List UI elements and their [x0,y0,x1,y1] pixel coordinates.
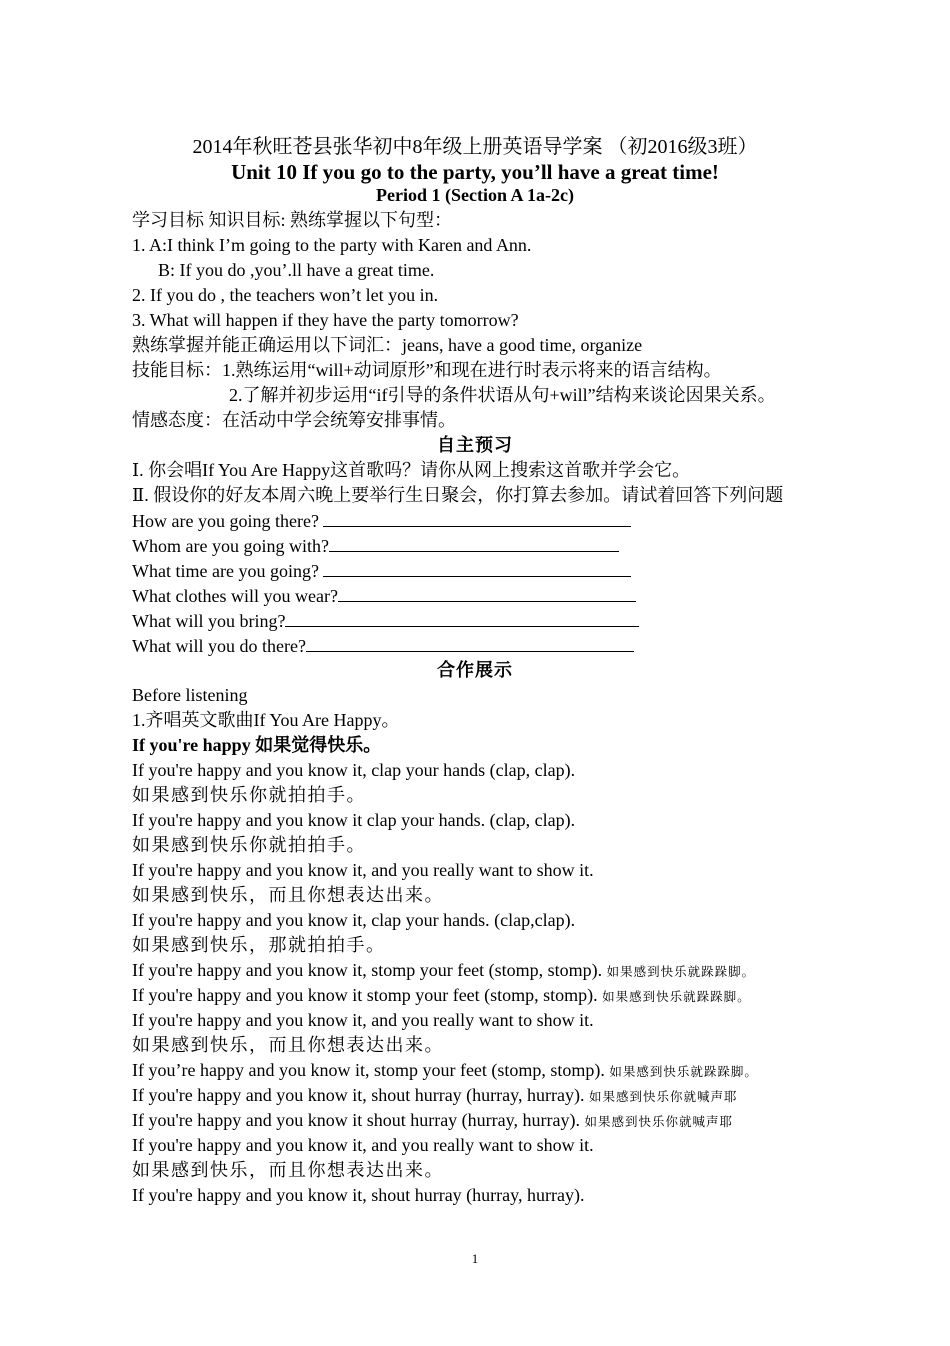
sentence-3: 3. What will happen if they have the party tomorrow? [132,310,519,330]
objective-emotion: 情感态度：在活动中学会统筹安排事情。 [132,410,456,430]
lyric-translation: 如果感到快乐，而且你想表达出来。 [132,1160,444,1180]
answer-blank[interactable] [285,608,639,627]
page-title: 2014年秋旺苍县张华初中8年级上册英语导学案 （初2016级3班） [192,136,758,158]
question-text: What clothes will you wear? [132,586,338,606]
question-text: How are you going there? [132,511,324,531]
lyric-line-with-note [132,1058,758,1085]
lyric-translation: 如果感到快乐，而且你想表达出来。 [132,885,444,905]
preview-question-1: Ⅰ. 你会唱If You Are Happy这首歌吗？请你从网上搜索这首歌并学会它。 [132,460,691,480]
lyric-line-with-note [132,1108,733,1135]
answer-blank[interactable] [323,558,631,577]
lyric-line: If you're happy and you know it, and you really want to show it. [132,1135,594,1155]
lyric-translation: 如果感到快乐你就拍拍手。 [132,835,366,855]
lyric-line-with-note [132,983,751,1010]
lyric-translation: 如果感到快乐，那就拍拍手。 [132,935,386,955]
question-line [132,633,634,659]
lyric-text: If you’re happy and you know it, stomp your feet (stomp, stomp). [132,1060,610,1080]
question-text: What will you do there? [132,636,306,656]
sentence-1a: 1. A:I think I’m going to the party with Karen and Ann. [132,235,532,255]
answer-blank[interactable] [323,508,631,527]
section-heading-cooperation: 合作展示 [437,660,513,680]
question-line [132,508,631,534]
objective-vocabulary: 熟练掌握并能正确运用以下词汇：jeans, have a good time, organize [132,335,643,355]
preview-question-2: Ⅱ. 假设你的好友本周六晚上要举行生日聚会，你打算去参加。请试着回答下列问题 [132,485,784,505]
lyric-translation: 如果感到快乐，而且你想表达出来。 [132,1035,444,1055]
question-text: What time are you going? [132,561,324,581]
song-title: If you're happy 如果觉得快乐。 [132,735,382,755]
lyric-note: 如果感到快乐就跺跺脚。 [606,965,756,979]
question-line [132,533,619,559]
objective-skill-1: 技能目标：1.熟练运用“will+动词原形”和现在进行时表示将来的语言结构。 [132,360,722,380]
unit-title: Unit 10 If you go to the party, you’ll have a great time! [231,160,719,184]
lyric-line: If you're happy and you know it, and you really want to show it. [132,1010,594,1030]
before-listening: Before listening [132,685,248,705]
objective-knowledge: 学习目标 知识目标: 熟练掌握以下句型： [132,210,452,230]
question-line [132,558,631,584]
lyric-text: If you're happy and you know it stomp your feet (stomp, stomp). [132,985,598,1005]
section-heading-preview: 自主预习 [437,435,513,455]
question-line [132,608,639,634]
lyric-text: If you're happy and you know it shout hurray (hurray, hurray). [132,1110,585,1130]
lyric-line-with-note [132,1083,737,1110]
lyric-line: If you're happy and you know it, shout hurray (hurray, hurray). [132,1185,585,1205]
answer-blank[interactable] [338,583,636,602]
question-line [132,583,636,609]
task-1: 1.齐唱英文歌曲If You Are Happy。 [132,710,400,730]
answer-blank[interactable] [329,533,619,552]
objective-skill-2: 2.了解并初步运用“if引导的条件状语从句+will”结构来谈论因果关系。 [229,385,776,405]
lyric-line: If you're happy and you know it, and you really want to show it. [132,860,594,880]
lyric-note: 如果感到快乐就跺跺脚。 [609,1065,758,1079]
lyric-line: If you're happy and you know it, clap your hands. (clap,clap). [132,910,576,930]
lyric-note: 如果感到快乐就跺跺脚。 [602,990,751,1004]
period-title: Period 1 (Section A 1a-2c) [376,185,574,205]
lyric-text: If you're happy and you know it, stomp your feet (stomp, stomp). [132,960,603,980]
lyric-text: If you're happy and you know it, shout hurray (hurray, hurray). [132,1085,589,1105]
question-text: Whom are you going with? [132,536,329,556]
answer-blank[interactable] [306,633,634,652]
page-number: 1 [471,1251,479,1266]
question-text: What will you bring? [132,611,286,631]
sentence-1b: B: If you do ,you’.ll have a great time. [158,260,435,280]
lyric-line: If you're happy and you know it, clap your hands (clap, clap). [132,760,576,780]
lyric-note: 如果感到快乐你就喊声耶 [588,1090,738,1104]
lyric-note: 如果感到快乐你就喊声耶 [584,1115,733,1129]
lyric-translation: 如果感到快乐你就拍拍手。 [132,785,366,805]
sentence-2: 2. If you do , the teachers won’t let you in. [132,285,439,305]
lyric-line-with-note [132,958,755,985]
lyric-line: If you're happy and you know it clap your hands. (clap, clap). [132,810,576,830]
